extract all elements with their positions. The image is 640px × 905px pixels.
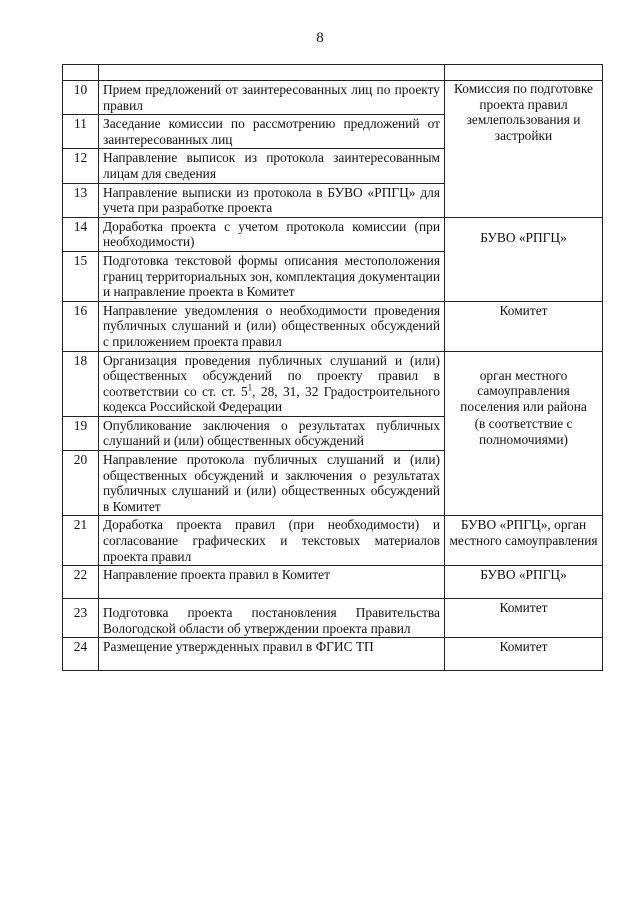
row-text: Доработка проекта с учетом протокола комиссии (при необходимости) <box>99 217 445 251</box>
header-cell <box>445 65 603 81</box>
row-text: Направление протокола публичных слушаний и (или) общественных обсуждений и заключения о результатах публичных слушаний и (или) общественных обсуждений в Комитет <box>99 451 445 516</box>
row-number: 23 <box>63 599 99 638</box>
row-text: Подготовка текстовой формы описания местоположения границ территориальных зон, комплектация документации и направление проекта в Комитет <box>99 251 445 301</box>
page-number: 8 <box>316 30 324 46</box>
row-text-part: , 28, 31, 32 Градостроительного кодекса Российской Федерации <box>103 383 440 415</box>
row-text-part: Организация проведения публичных слушаний и (или) общественных обсуждений по проекту правил в соответствии со ст. ст. 5 <box>103 352 440 399</box>
table-row <box>63 516 603 566</box>
row-text: Заседание комиссии по рассмотрению предложений от заинтересованных лиц <box>99 115 445 149</box>
responsible-buvo: БУВО «РПГЦ» <box>445 217 603 301</box>
row-number: 11 <box>63 115 99 149</box>
row-text: Доработка проекта правил (при необходимости) и согласование графических и текстовых материалов проекта правил <box>99 516 445 566</box>
responsible-local-government-note: (в соответствие с полномочиями) <box>474 416 573 447</box>
responsible-commission: Комиссия по подготовке проекта правил землепользования и застройки <box>445 81 603 218</box>
table-row <box>63 566 603 599</box>
row-text: Направление выписок из протокола заинтересованным лицам для сведения <box>99 149 445 183</box>
row-number: 16 <box>63 301 99 351</box>
row-number: 21 <box>63 516 99 566</box>
responsible-local-government <box>445 351 603 516</box>
responsible-local-government-name: орган местного самоуправления поселения или района <box>460 367 587 414</box>
header-cell <box>63 65 99 81</box>
row-number: 10 <box>63 81 99 115</box>
responsible-buvo-local: БУВО «РПГЦ», орган местного самоуправления <box>445 516 603 566</box>
procedure-table <box>62 64 603 671</box>
responsible-buvo: БУВО «РПГЦ» <box>445 566 603 599</box>
row-number: 14 <box>63 217 99 251</box>
table-row <box>63 599 603 638</box>
table-row <box>63 638 603 671</box>
row-text: Направление уведомления о необходимости проведения публичных слушаний и (или) общественных обсуждений с приложением проекта правил <box>99 301 445 351</box>
row-number: 22 <box>63 566 99 599</box>
row-number: 13 <box>63 183 99 217</box>
row-text: Опубликование заключения о результатах публичных слушаний и (или) общественных обсуждений <box>99 416 445 450</box>
table-header-row <box>63 65 603 81</box>
row-text: Направление выписки из протокола в БУВО «РПГЦ» для учета при разработке проекта <box>99 183 445 217</box>
row-number: 12 <box>63 149 99 183</box>
row-number: 20 <box>63 451 99 516</box>
superscript: 1 <box>247 382 253 393</box>
table-row <box>63 81 603 115</box>
row-number: 15 <box>63 251 99 301</box>
table-row <box>63 351 603 416</box>
row-text: Направление проекта правил в Комитет <box>99 566 445 599</box>
row-number: 24 <box>63 638 99 671</box>
table-row <box>63 217 603 251</box>
responsible-committee: Комитет <box>445 301 603 351</box>
row-number: 19 <box>63 416 99 450</box>
row-number: 18 <box>63 351 99 416</box>
row-text: Прием предложений от заинтересованных лиц по проекту правил <box>99 81 445 115</box>
row-text: Подготовка проекта постановления Правительства Вологодской области об утверждении проекта правил <box>99 599 445 638</box>
responsible-committee: Комитет <box>445 599 603 638</box>
row-text <box>99 351 445 416</box>
header-cell <box>99 65 445 81</box>
responsible-committee: Комитет <box>445 638 603 671</box>
table-row <box>63 301 603 351</box>
row-text: Размещение утвержденных правил в ФГИС ТП <box>99 638 445 671</box>
